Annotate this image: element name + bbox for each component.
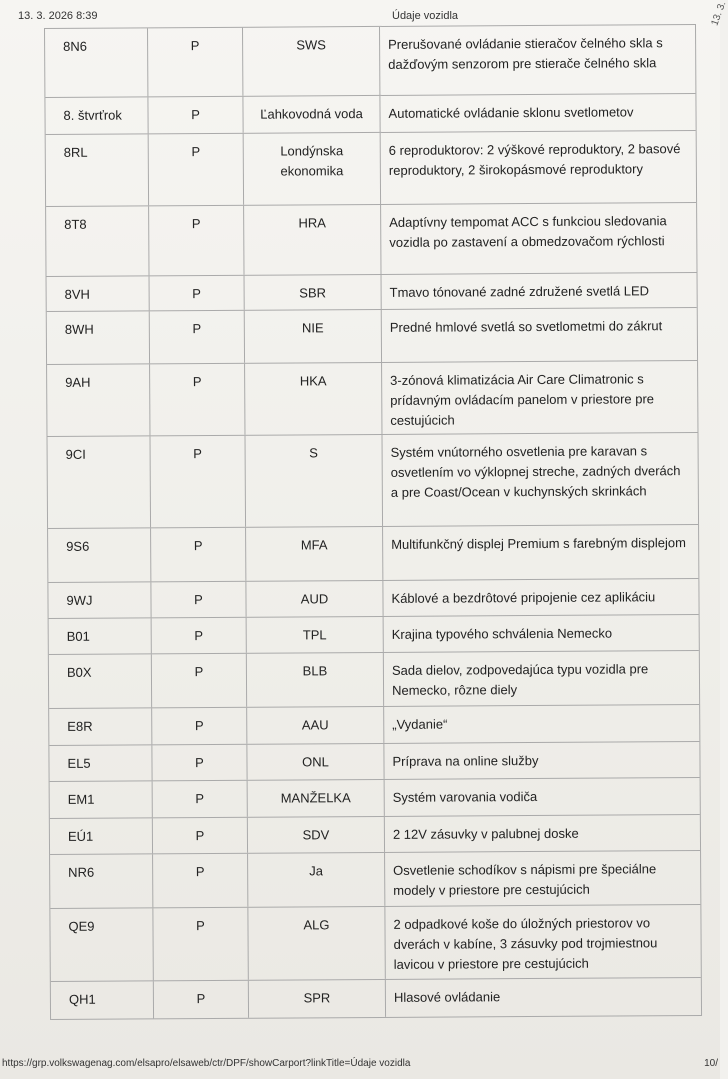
- equipment-abbreviation: MANŽELKA: [248, 780, 385, 817]
- equipment-type: P: [153, 908, 248, 981]
- equipment-abbreviation: AAU: [247, 707, 384, 744]
- equipment-description: Príprava na online služby: [392, 752, 539, 769]
- equipment-type: P: [153, 818, 248, 854]
- table-row: [47, 361, 697, 437]
- table-row: [50, 815, 700, 855]
- table-row: [48, 525, 698, 583]
- table-row: [45, 25, 695, 98]
- equipment-code: B01: [49, 618, 152, 654]
- equipment-type: P: [153, 781, 248, 818]
- equipment-abbreviation: NIE: [245, 310, 382, 363]
- equipment-description: Predné hmlové svetlá so svetlometmi do zákrut: [389, 318, 663, 335]
- page-number: 10/: [704, 1058, 718, 1069]
- equipment-description: Osvetlenie schodíkov s nápismi pre špeciálne modely v priestore pre cestujúcich: [393, 861, 657, 898]
- equipment-code: 8T8: [46, 206, 149, 276]
- equipment-code: EM1: [50, 781, 153, 818]
- equipment-abbreviation: Ľahkovodná voda: [243, 96, 380, 133]
- equipment-type: P: [151, 528, 246, 582]
- equipment-description: Adaptívny tempomat ACC s funkciou sledovania vozidla po zastavení a obmedzovačom rýchlosti: [389, 213, 667, 250]
- equipment-abbreviation: Ja: [248, 853, 385, 907]
- equipment-type: P: [150, 276, 245, 311]
- equipment-abbreviation: HKA: [245, 363, 382, 435]
- equipment-description: Sada dielov, zodpovedajúca typu vozidla pre Nemecko, rôzne diely: [391, 661, 649, 698]
- equipment-description: Hlasové ovládanie: [393, 989, 501, 1005]
- equipment-type: P: [148, 28, 243, 97]
- equipment-abbreviation: SDV: [248, 817, 385, 853]
- equipment-abbreviation: Londýnska ekonomika: [244, 133, 381, 205]
- table-row: [50, 778, 700, 819]
- equipment-type: P: [152, 708, 247, 745]
- equipment-description: Káblové a bezdrôtové pripojenie cez aplikáciu: [391, 589, 656, 606]
- equipment-abbreviation: TPL: [247, 617, 384, 653]
- equipment-description: Automatické ovládanie sklonu svetlometov: [388, 104, 634, 121]
- equipment-abbreviation: HRA: [244, 205, 381, 275]
- table-row: [50, 905, 700, 982]
- equipment-description: 2 odpadkové koše do úložných priestorov vo dverách v kabíne, 3 zásuvky pod trojmiestnou lavicou v priestore pre cestujúcich: [393, 915, 658, 972]
- equipment-type: P: [152, 745, 247, 781]
- table-row: [51, 978, 701, 1020]
- equipment-description: Systém varovania vodiča: [392, 789, 538, 805]
- page-title: Údaje vozidla: [392, 10, 459, 22]
- equipment-abbreviation: SBR: [245, 275, 382, 310]
- equipment-type: P: [154, 981, 249, 1019]
- equipment-description: Prerušované ovládanie stieračov čelného skla s dažďovým senzorom pre stierače čelného skla: [388, 35, 663, 72]
- equipment-code: B0X: [49, 654, 152, 708]
- equipment-code: 9CI: [47, 436, 151, 528]
- equipment-abbreviation: BLB: [247, 653, 384, 707]
- equipment-description: 2 12V zásuvky v palubnej doske: [392, 825, 579, 842]
- equipment-code: NR6: [50, 854, 153, 908]
- equipment-type: P: [149, 134, 244, 206]
- equipment-table: [44, 24, 702, 1020]
- table-row: [48, 579, 698, 619]
- equipment-abbreviation: SPR: [249, 980, 386, 1018]
- equipment-code: QE9: [50, 908, 153, 981]
- equipment-code: QH1: [51, 981, 154, 1019]
- table-row: [49, 651, 699, 709]
- equipment-code: E8R: [49, 708, 152, 745]
- equipment-type: P: [150, 364, 245, 436]
- table-row: [49, 615, 699, 655]
- equipment-code: 8. štvrťrok: [45, 97, 148, 134]
- print-date: 13. 3. 2026 8:39: [18, 10, 98, 22]
- equipment-type: P: [150, 436, 246, 528]
- equipment-abbreviation: MFA: [246, 527, 383, 581]
- equipment-type: P: [149, 206, 244, 276]
- equipment-description: Krajina typového schválenia Nemecko: [391, 625, 613, 642]
- equipment-description: Systém vnútorného osvetlenia pre karavan s osvetlením vo výklopnej streche, zadných dverách a pre Coast/Ocean v kuchynských skrinkách: [390, 443, 681, 500]
- equipment-code: EÚ1: [50, 818, 153, 854]
- equipment-code: 9WJ: [48, 582, 151, 618]
- corner-mark: 13. 3.: [709, 0, 728, 28]
- table-row: [47, 308, 697, 365]
- equipment-abbreviation: SWS: [243, 27, 380, 96]
- table-row: [46, 131, 696, 207]
- equipment-description: Tmavo tónované zadné združené svetlá LED: [389, 283, 650, 300]
- equipment-code: 8RL: [46, 134, 149, 206]
- equipment-description: 3-zónová klimatizácia Air Care Climatronic s prídavným ovládacím panelom v priestore pre cestujúcich: [390, 371, 655, 428]
- equipment-abbreviation: AUD: [246, 581, 383, 617]
- equipment-code: 8VH: [47, 276, 150, 311]
- equipment-code: 8N6: [45, 28, 148, 97]
- equipment-abbreviation: S: [245, 435, 383, 527]
- table-row: [49, 705, 699, 746]
- equipment-abbreviation: ALG: [248, 907, 385, 980]
- equipment-type: P: [152, 618, 247, 654]
- equipment-code: 9AH: [47, 364, 150, 436]
- table-row: [47, 273, 697, 312]
- table-row: [47, 433, 698, 529]
- table-row: [49, 742, 699, 782]
- equipment-type: P: [152, 654, 247, 708]
- equipment-description: Multifunkčný displej Premium s farebným displejom: [391, 535, 686, 552]
- equipment-type: P: [151, 582, 246, 618]
- equipment-description: 6 reproduktorov: 2 výškové reproduktory, 2 basové reproduktory, 2 širokopásmové reproduktory: [388, 141, 681, 178]
- equipment-code: 8WH: [47, 311, 150, 364]
- equipment-type: P: [150, 311, 245, 364]
- equipment-type: P: [148, 97, 243, 134]
- equipment-type: P: [153, 854, 248, 908]
- table-row: [50, 851, 700, 909]
- table-row: [46, 203, 696, 277]
- table-row: [45, 94, 695, 135]
- equipment-code: EL5: [49, 745, 152, 781]
- equipment-code: 9S6: [48, 528, 151, 582]
- footer-url: https://grp.volkswagenag.com/elsapro/elsaweb/ctr/DPF/showCarport?linkTitle=Údaje vozidla: [2, 1058, 411, 1069]
- equipment-description: „Vydanie“: [392, 716, 448, 732]
- equipment-abbreviation: ONL: [247, 744, 384, 780]
